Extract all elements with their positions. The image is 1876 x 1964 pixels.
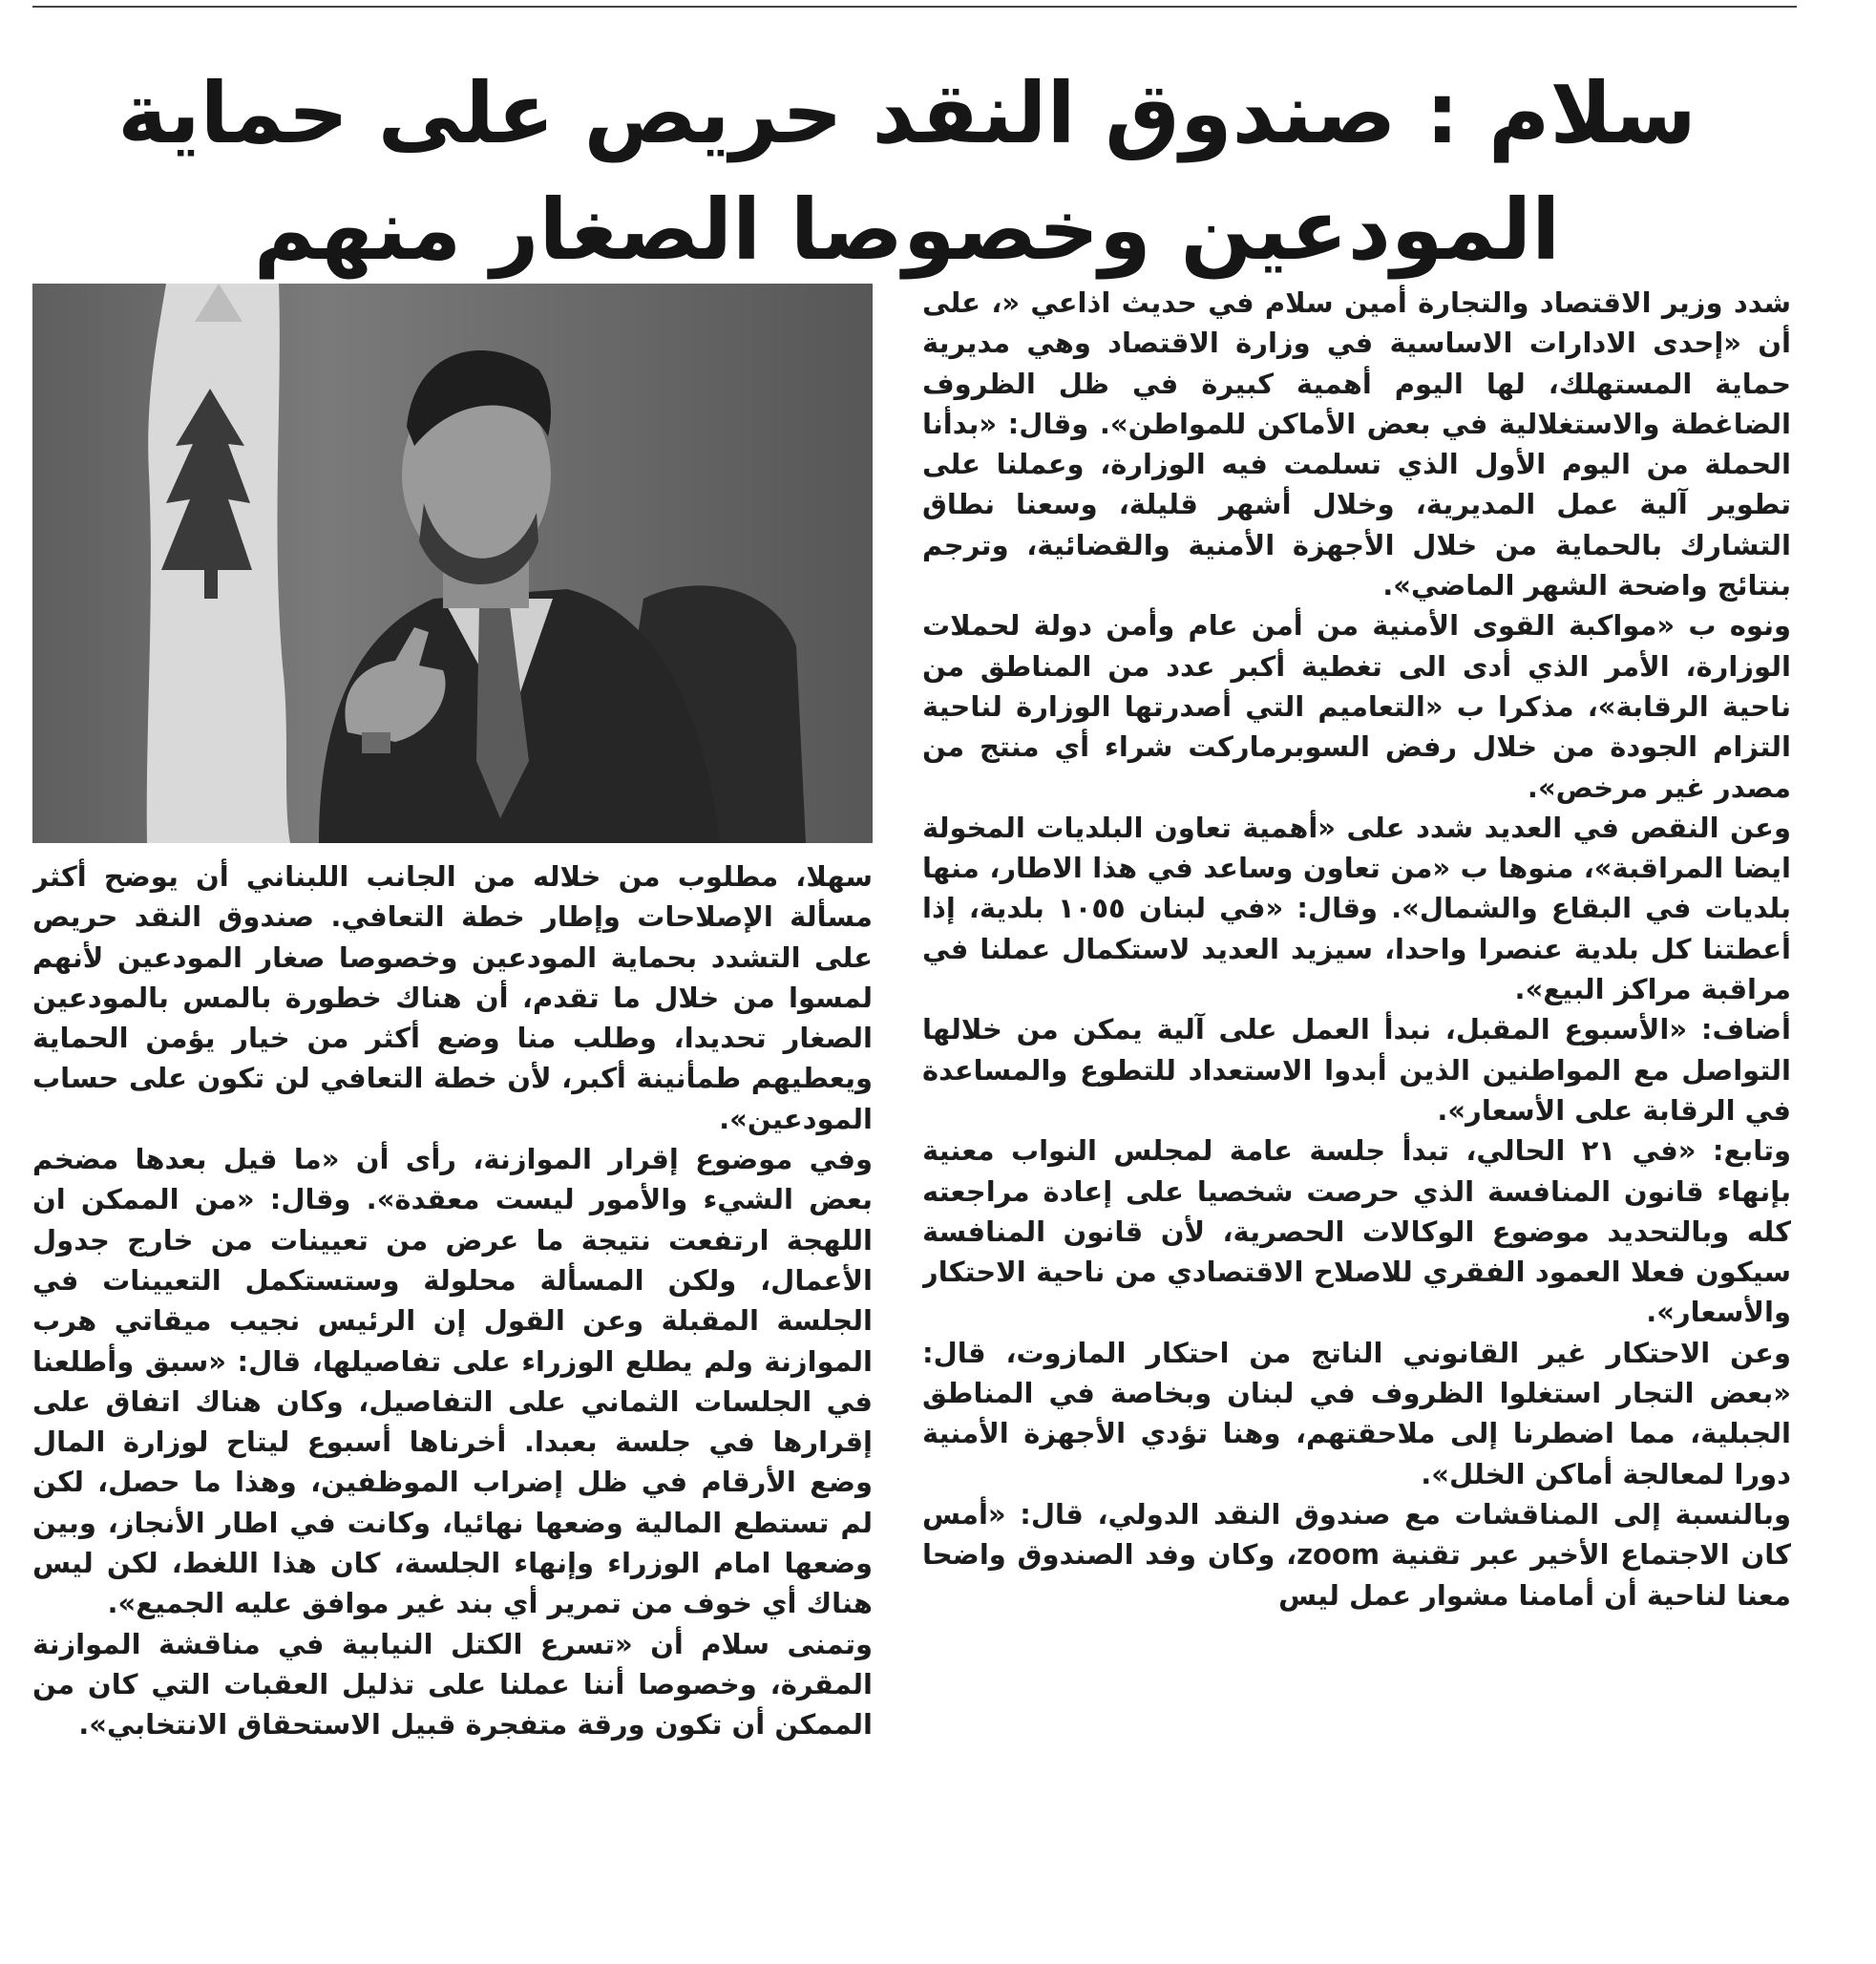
article-photo <box>32 284 873 843</box>
headline-line-1: سلام : صندوق النقد حريص على حماية <box>117 64 1697 162</box>
headline-line-2: المودعين وخصوصا الصغار منهم <box>253 180 1561 279</box>
paragraph: أضاف: «الأسبوع المقبل، نبدأ العمل على آلية يمكن من خلالها التواصل مع المواطنين الذين أبدوا الاستعداد للتطوع والمساعدة في الرقابة على الأسعار». <box>922 1013 1791 1127</box>
headline <box>57 55 1757 288</box>
paragraph: ونوه ب «مواكبة القوى الأمنية من أمن عام وأمن دولة لحملات الوزارة، الأمر الذي أدى الى تغطية أكبر عدد من المناطق من ناحية الرقابة»، مذكرا ب «التعاميم التي أصدرتها الوزارة لناحية التزام الجودة من خلال رفض السوبرماركت شراء أي منتج من مصدر غير مرخص». <box>922 609 1791 804</box>
paragraph: وعن النقص في العديد شدد على «أهمية تعاون البلديات المخولة ايضا المراقبة»، منوها ب «من تعاون وساعد في هذا الاطار، منها بلديات في البقاع والشمال». وقال: «في لبنان ١٠٥٥ بلدية، إذا أعطتنا كل بلدية عنصرا واحدا، سيزيد العديد لاستكمال عملنا في مراقبة مراكز البيع». <box>922 811 1791 1006</box>
paragraph: شدد وزير الاقتصاد والتجارة أمين سلام في حديث اذاعي «، على أن «إحدى الادارات الاساسية في وزارة الاقتصاد وهي مديرية حماية المستهلك، لها اليوم أهمية كبيرة في ظل الظروف الضاغطة والاستغلالية في بعض الأماكن للمواطن». وقال: «بدأنا الحملة من اليوم الأول الذي تسلمت فيه الوزارة، وعملنا على تطوير آلية عمل المديرية، وخلال أشهر قليلة، وسعنا نطاق التشارك بالحماية من خلال الأجهزة الأمنية والقضائية، وترجم بنتائج واضحة الشهر الماضي». <box>922 286 1791 602</box>
paragraph: وفي موضوع إقرار الموازنة، رأى أن «ما قيل بعدها مضخم بعض الشيء والأمور ليست معقدة». وقال: «من الممكن ان اللهجة ارتفعت نتيجة ما عرض من تعيينات من خارج جدول الأعمال، ولكن المسألة محلولة وستستكمل التعيينات في الجلسة المقبلة وعن القول إن الرئيس نجيب ميقاتي هرب الموازنة ولم يطلع الوزراء على تفاصيلها، قال: «سبق وأطلعنا في الجلسات الثماني على التفاصيل، وكان هناك اتفاق على إقرارها في جلسة بعبدا. أخرناها أسبوع ليتاح لوزارة المال وضع الأرقام في ظل إضراب الموظفين، وهذا ما حصل، لكن لم تستطع المالية وضعها نهائيا، وكانت في اطار الأنجاز، وبين وضعها امام الوزراء وإنهاء الجلسة، كان هذا اللغط، لكن ليس هناك أي خوف من تمرير أي بند غير موافق عليه الجميع». <box>32 1143 873 1620</box>
paragraph: سهلا، مطلوب من خلاله من الجانب اللبناني أن يوضح أكثر مسألة الإصلاحات وإطار خطة التعافي. صندوق النقد حريص على التشدد بحماية المودعين وخصوصا صغار المودعين لأنهم لمسوا من خلال ما تقدم، أن هناك خطورة بالمس بالمودعين الصغار تحديدا، وطلب منا وضع أكثر من خيار يؤمن الحماية ويعطيهم طمأنينة أكبر، لأن خطة التعافي لن تكون على حساب المودعين». <box>32 860 873 1135</box>
paragraph: وعن الاحتكار غير القانوني الناتج من احتكار المازوت، قال: «بعض التجار استغلوا الظروف في لبنان وبخاصة في المناطق الجبلية، مما اضطرنا إلى ملاحقتهم، وهنا تؤدي الأجهزة الأمنية دورا لمعالجة أماكن الخلل». <box>922 1336 1791 1490</box>
paragraph: وتمنى سلام أن «تسرع الكتل النيابية في مناقشة الموازنة المقرة، وخصوصا أننا عملنا على تذليل العقبات التي كان من الممكن أن تكون ورقة متفجرة قبيل الاستحقاق الانتخابي». <box>32 1627 873 1742</box>
article-column-left <box>32 856 873 1945</box>
top-rule <box>32 6 1797 8</box>
paragraph: وبالنسبة إلى المناقشات مع صندوق النقد الدولي، قال: «أمس كان الاجتماع الأخير عبر تقنية zoom، وكان وفد الصندوق واضحا معنا لناحية أن أمامنا مشوار عمل ليس <box>922 1497 1791 1612</box>
paragraph: وتابع: «في ٢١ الحالي، تبدأ جلسة عامة لمجلس النواب معنية بإنهاء قانون المنافسة الذي حرصت شخصيا على إعادة مراجعته كله وبالتحديد موضوع الوكالات الحصرية، لأن قانون المنافسة سيكون فعلا العمود الفقري للاصلاح الاقتصادي من ناحية الاحتكار والأسعار». <box>922 1134 1791 1329</box>
article-column-right <box>922 283 1791 1946</box>
